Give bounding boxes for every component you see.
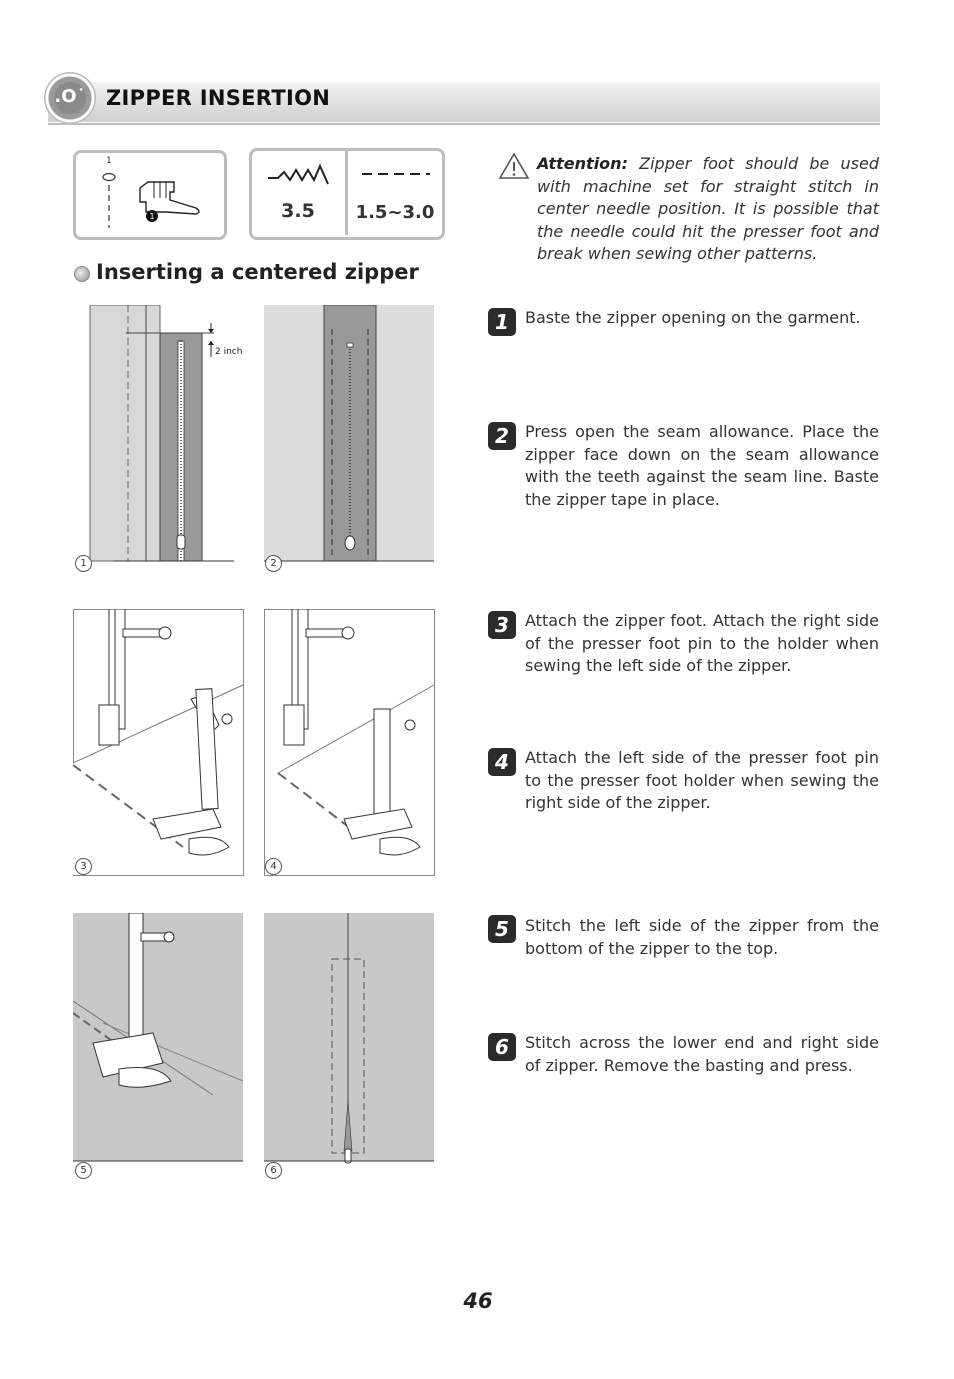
- figure-number: 4: [265, 858, 282, 875]
- attention-text: Zipper foot should be used with machine set for straight stitch in center needle position. It is possible that the needle could hit the presser foot and break when sewing other patterns.: [537, 154, 879, 263]
- section-title: Inserting a centered zipper: [96, 260, 419, 284]
- attention-note: [537, 153, 879, 266]
- section-bullet: [74, 266, 90, 282]
- step-5-text: Stitch the left side of the zipper from the bottom of the zipper to the top.: [525, 916, 879, 958]
- step-6-text: Stitch across the lower end and right side of zipper. Remove the basting and press.: [525, 1033, 879, 1075]
- step-1-text: Baste the zipper opening on the garment.: [525, 308, 861, 327]
- step-3-text: Attach the zipper foot. Attach the right side of the presser foot pin to the holder when sewing the left side of the zipper.: [525, 611, 879, 675]
- figure-number: 6: [265, 1162, 282, 1179]
- section-icon: .O˙: [54, 82, 86, 114]
- step-4-badge: 4: [488, 748, 516, 776]
- step-6-badge: 6: [488, 1033, 516, 1061]
- figure-2: [264, 305, 436, 580]
- presser-foot-icon: [96, 168, 216, 230]
- page-number: 46: [463, 1289, 493, 1313]
- figure-number: 3: [75, 858, 92, 875]
- step-4-text: Attach the left side of the presser foot pin to the presser foot holder when sewing the right side of the zipper.: [525, 748, 879, 812]
- foot-label: 1: [106, 156, 112, 166]
- figure-5: [73, 913, 245, 1183]
- step-1-badge: 1: [488, 308, 516, 336]
- step-2-text: Press open the seam allowance. Place the zipper face down on the seam allowance with the teeth against the seam line. Baste the zipper tape in place.: [525, 422, 879, 509]
- figure-4: [264, 609, 436, 877]
- straight-stitch-icon: [360, 168, 432, 180]
- header-underline: [48, 123, 880, 125]
- warning-icon: [498, 152, 530, 180]
- measure-label: 2 inch: [215, 347, 243, 357]
- attention-label: Attention:: [537, 154, 628, 173]
- figure-number: 1: [75, 555, 92, 572]
- stitch-width-value: 3.5: [281, 200, 315, 222]
- zigzag-stitch-icon: [266, 162, 332, 188]
- step-3-badge: 3: [488, 611, 516, 639]
- stitch-divider: [345, 151, 348, 235]
- figure-3: [73, 609, 245, 877]
- svg-text:1: 1: [149, 212, 155, 221]
- stitch-length-value: 1.5~3.0: [355, 202, 435, 223]
- page-title: ZIPPER INSERTION: [106, 86, 331, 110]
- step-5-badge: 5: [488, 915, 516, 943]
- step-2-badge: 2: [488, 422, 516, 450]
- figure-number: 2: [265, 555, 282, 572]
- figure-6: [264, 913, 436, 1183]
- figure-number: 5: [75, 1162, 92, 1179]
